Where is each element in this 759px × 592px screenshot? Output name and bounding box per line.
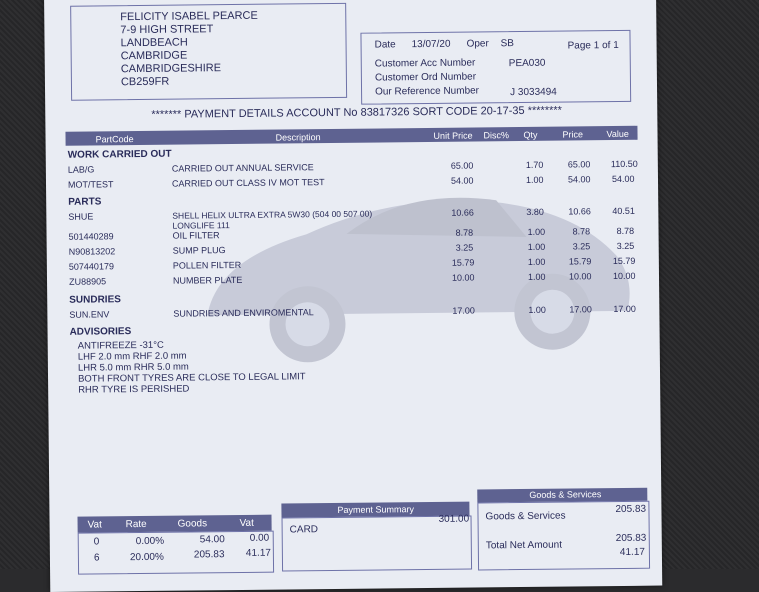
date-label: Date (374, 39, 396, 51)
section-work: WORK CARRIED OUT (67, 148, 172, 161)
customer-name: FELICITY ISABEL PEARCE (120, 9, 258, 24)
total-vat-value: 41.17 (619, 546, 645, 558)
col-partcode: PartCode (95, 134, 134, 145)
part-description: CARRIED OUT CLASS IV MOT TEST (171, 177, 325, 189)
goods-services-title: Goods & Services (529, 489, 602, 500)
col-disc: Disc% (483, 130, 510, 141)
line-value: 17.00 (613, 303, 636, 315)
part-code: 501440289 (68, 231, 114, 242)
advisory-line: RHR TYRE IS PERISHED (78, 383, 190, 396)
ref-value: J 3033494 (510, 86, 557, 99)
qty: 3.80 (526, 206, 544, 217)
vat-amount: 0.00 (249, 532, 270, 544)
vat-rate: 20.00% (129, 551, 164, 564)
vat-col-vat: Vat (87, 519, 102, 531)
advisory-line: LHF 2.0 mm RHF 2.0 mm (77, 350, 187, 363)
date-value: 13/07/20 (411, 38, 451, 51)
part-code: ZU88905 (68, 276, 107, 287)
col-qty: Qty (523, 129, 538, 140)
section-advisories: ADVISORIES (69, 326, 132, 338)
col-value: Value (606, 128, 629, 140)
oper-value: SB (500, 38, 514, 50)
vat-code: 0 (93, 536, 100, 548)
price: 17.00 (569, 304, 592, 315)
line-value: 8.78 (616, 225, 635, 237)
line-value: 54.00 (611, 173, 635, 185)
qty: 1.00 (527, 226, 546, 237)
ord-label: Customer Ord Number (374, 71, 477, 84)
price: 10.00 (568, 271, 592, 282)
price: 54.00 (567, 174, 591, 185)
vat-col-vat-amount: Vat (239, 517, 254, 529)
price: 3.25 (572, 241, 591, 252)
vat-col-goods: Goods (177, 518, 208, 530)
part-code: SHUE (68, 211, 94, 222)
address-line-3: CAMBRIDGE (120, 49, 188, 63)
part-code: SUN.ENV (69, 309, 110, 320)
unit-price: 15.79 (451, 257, 475, 268)
price: 8.78 (572, 226, 591, 237)
payment-summary-title: Payment Summary (337, 504, 415, 515)
part-description: SHELL HELIX ULTRA EXTRA 5W30 (504 00 507 00) (172, 208, 373, 221)
qty: 1.00 (528, 304, 546, 315)
car-watermark-image (196, 158, 638, 376)
address-line-4: CAMBRIDGESHIRE (120, 62, 222, 76)
unit-price: 3.25 (455, 242, 474, 253)
line-value: 10.00 (612, 270, 636, 282)
line-value: 110.50 (610, 158, 638, 170)
advisory-line: BOTH FRONT TYRES ARE CLOSE TO LEGAL LIMIT (77, 371, 306, 385)
ref-label: Our Reference Number (375, 85, 480, 98)
unit-price: 54.00 (450, 175, 474, 186)
goods-services-value: 205.83 (615, 503, 647, 516)
part-code: LAB/G (67, 164, 95, 175)
vat-rate: 0.00% (135, 535, 165, 548)
col-description: Description (275, 132, 321, 143)
section-parts: PARTS (68, 196, 102, 208)
price: 65.00 (567, 159, 591, 170)
part-description: NUMBER PLATE (172, 274, 243, 286)
total-net-label: Total Net Amount (485, 539, 563, 552)
qty: 1.00 (527, 256, 546, 267)
part-description: POLLEN FILTER (172, 259, 242, 271)
payment-details-line: ******* PAYMENT DETAILS ACCOUNT No 83817326 SORT CODE 20-17-35 ******** (151, 104, 562, 121)
line-value: 15.79 (612, 255, 636, 267)
qty: 1.00 (525, 174, 544, 185)
advisory-line: LHR 5.0 mm RHR 5.0 mm (77, 361, 189, 374)
part-code: 507440179 (68, 261, 114, 272)
acc-label: Customer Acc Number (374, 57, 476, 70)
unit-price: 65.00 (450, 160, 474, 171)
vat-amount: 41.17 (245, 547, 271, 559)
advisory-line: ANTIFREEZE -31°C (77, 339, 164, 352)
part-description-2: LONGLIFE 111 (172, 220, 230, 231)
unit-price: 17.00 (452, 305, 475, 316)
table-header (65, 126, 637, 146)
qty: 1.00 (527, 271, 546, 282)
vat-col-rate: Rate (125, 518, 147, 531)
acc-value: PEA030 (508, 57, 546, 70)
total-net-value: 205.83 (615, 532, 647, 545)
postcode: CB259FR (120, 75, 170, 89)
price: 10.66 (568, 206, 591, 217)
vat-code: 6 (93, 552, 100, 564)
part-description: CARRIED OUT ANNUAL SERVICE (171, 162, 314, 174)
col-unit-price: Unit Price (433, 130, 473, 141)
page-number: Page 1 of 1 (567, 39, 619, 52)
part-description: SUNDRIES AND ENVIROMENTAL (173, 307, 314, 319)
qty: 1.70 (525, 159, 544, 170)
unit-price: 10.66 (451, 207, 474, 218)
line-value: 40.51 (612, 205, 635, 217)
unit-price: 10.00 (451, 272, 475, 283)
payment-amount: 301.00 (438, 513, 470, 525)
address-line-1: 7-9 HIGH STREET (120, 23, 214, 37)
part-code: N90813202 (68, 246, 116, 257)
invoice-paper (44, 0, 662, 592)
unit-price: 8.78 (455, 227, 474, 238)
line-value: 3.25 (616, 240, 635, 252)
vat-table (78, 531, 274, 575)
part-code: MOT/TEST (67, 179, 114, 190)
vat-goods: 54.00 (199, 534, 225, 546)
part-description: OIL FILTER (172, 230, 220, 241)
goods-services-label: Goods & Services (485, 510, 566, 523)
qty: 1.00 (527, 241, 546, 252)
address-line-2: LANDBEACH (120, 36, 188, 50)
section-sundries: SUNDRIES (69, 294, 121, 306)
payment-method: CARD (289, 524, 319, 536)
oper-label: Oper (466, 38, 489, 50)
part-description: SUMP PLUG (172, 245, 226, 256)
vat-goods: 205.83 (193, 549, 225, 561)
col-price: Price (562, 129, 584, 140)
price: 15.79 (568, 256, 592, 267)
